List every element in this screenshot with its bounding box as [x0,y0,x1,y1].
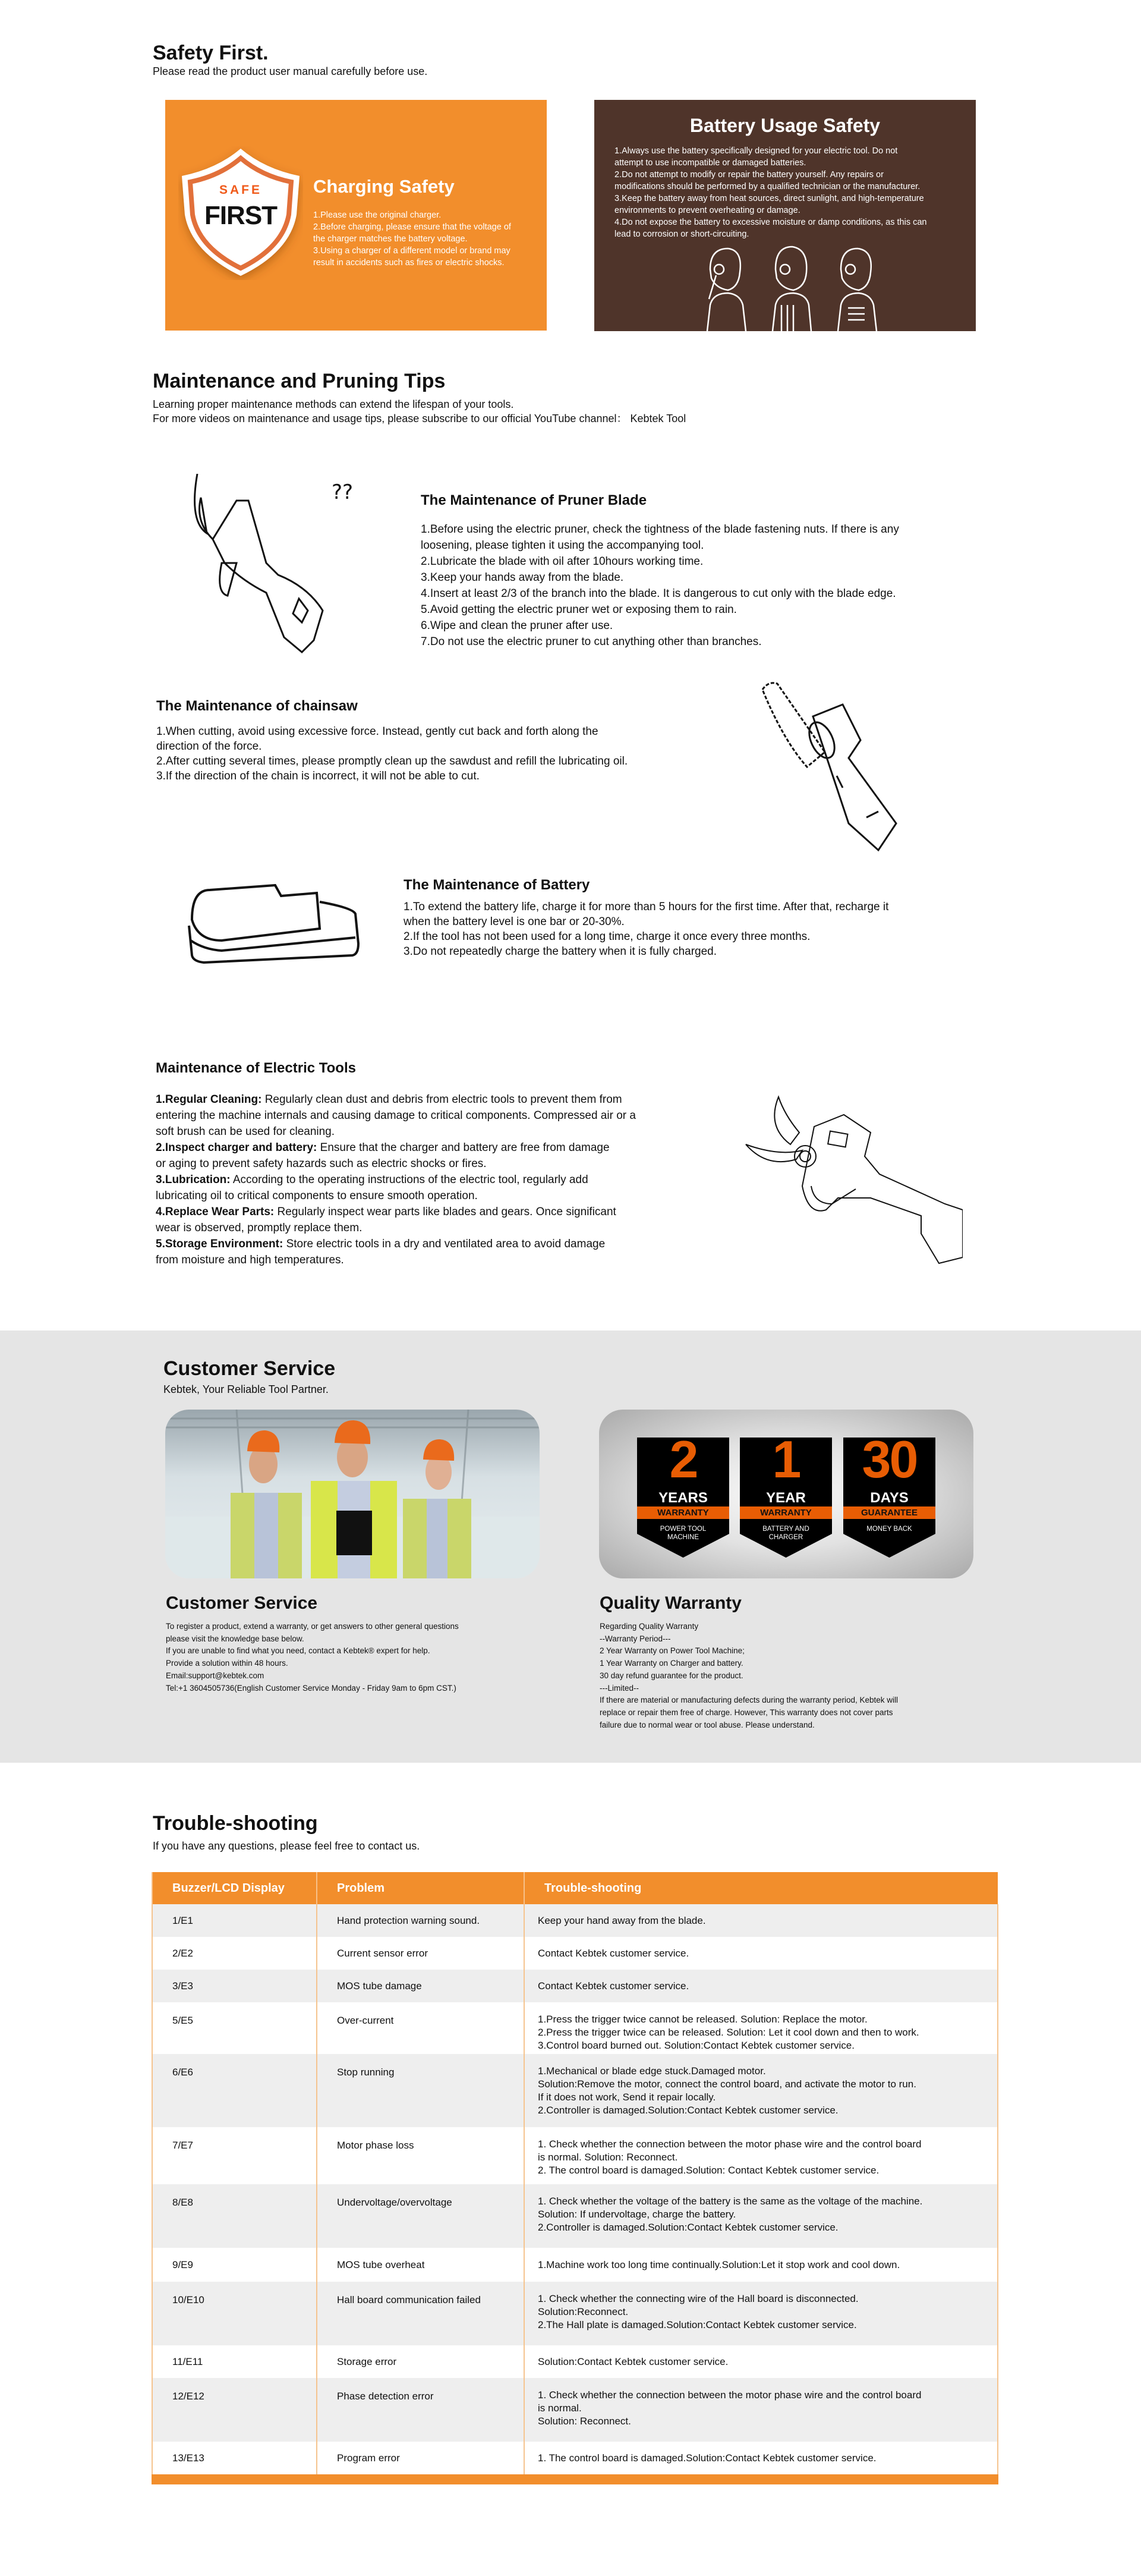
people-covering-eye-illustration [692,246,882,331]
chainsaw-line: 3.If the direction of the chain is incorrect, it will not be able to cut. [156,770,480,782]
solution-line: 2.Press the trigger twice can be released. Solution: Let it cool down and then to work. [538,2027,919,2038]
battery-usage-line: lead to corrosion or short-circuiting. [614,229,749,239]
workers-photo [165,1410,540,1578]
solution-line: 1. Check whether the connection between the motor phase wire and the control board [538,2138,922,2150]
cell-solution [524,2378,998,2442]
electric-tools-item-text: or aging to prevent safety hazards such as electric shocks or fires. [156,1158,487,1170]
table-row [152,2054,998,2127]
solution-line: 3.Control board burned out. Solution:Contact Kebtek customer service. [538,2040,855,2051]
safety-title: Safety First. [153,42,269,64]
electric-tools-item-text: soft brush can be used for cleaning. [156,1125,335,1138]
solution-line: 1.Press the trigger twice cannot be released. Solution: Replace the motor. [538,2014,868,2025]
header-trouble-shooting: Trouble-shooting [524,1872,998,1904]
charging-safety-line: 1.Please use the original charger. [313,210,442,220]
cell-problem: Stop running [317,2054,524,2127]
cell-code: 7/E7 [152,2127,317,2184]
table-row [152,2282,998,2345]
badge-unit: DAYS [870,1490,909,1506]
pruner-blade-line: 2.Lubricate the blade with oil after 10hours working time. [421,555,704,568]
battery-usage-safety-card [594,100,976,331]
badge-unit: YEARS [658,1490,708,1506]
cell-problem: Program error [317,2442,524,2474]
charging-safety-title: Charging Safety [313,176,455,197]
cell-code: 13/E13 [152,2442,317,2474]
cell-problem: Current sensor error [317,1937,524,1970]
solution-line: is normal. Solution: Reconnect. [538,2152,678,2163]
customer-service-lines [166,1621,459,1694]
battery-maintenance-line: 1.To extend the battery life, charge it for more than 5 hours for the first time. After that, recharge it [404,901,889,913]
battery-maintenance-lines [404,899,888,959]
battery-maintenance-line: 2.If the tool has not been used for a long time, charge it once every three months. [404,930,811,943]
cell-solution [524,2127,998,2184]
table-row [152,2378,998,2442]
electric-tools-line [156,1092,636,1108]
pruner-illustration [189,474,349,655]
chainsaw-line: 1.When cutting, avoid using excessive force. Instead, gently cut back and forth along the [156,725,598,738]
pruner-blade-line: 5.Avoid getting the electric pruner wet or exposing them to rain. [421,603,737,616]
battery-usage-line: attempt to use incompatible or damaged batteries. [614,158,806,168]
customer-service-line: Provide a solution within 48 hours. [166,1659,288,1668]
battery-maintenance-title: The Maintenance of Battery [404,877,590,893]
battery-pack-illustration [186,884,364,964]
solution-line: 1. Check whether the connecting wire of the Hall board is disconnected. [538,2293,859,2304]
badge-number: 30 [862,1430,917,1489]
quality-warranty-lines [600,1621,898,1731]
cell-code: 9/E9 [152,2248,317,2282]
shield-safe-text: SAFE [219,183,262,197]
electric-tools-item-label: 4.Replace Wear Parts: [156,1206,275,1218]
electric-tools-line [156,1236,636,1252]
electric-tools-item-text: Regularly inspect wear parts like blades and gears. Once significant [274,1206,616,1218]
shield-first-text: FIRST [204,201,278,230]
worker-left-icon [231,1430,302,1578]
cell-solution [524,1937,998,1970]
electric-tools-item-text: Store electric tools in a dry and ventilated area to avoid damage [283,1238,606,1250]
quality-warranty-line: 1 Year Warranty on Charger and battery. [600,1659,743,1668]
solution-line: 1. Check whether the connection between the motor phase wire and the control board [538,2389,922,2401]
cell-problem: MOS tube damage [317,1970,524,2002]
customer-service-line: If you are unable to find what you need, contact a Kebtek® expert for help. [166,1646,430,1656]
chainsaw-lines [156,724,628,784]
battery-maintenance-line: when the battery level is one bar or 20-30%. [404,916,625,928]
badge-subtext: BATTERY AND CHARGER [762,1526,809,1541]
table-footer-bar [152,2474,998,2484]
cell-code: 1/E1 [152,1904,317,1937]
header-problem: Problem [317,1872,524,1904]
cell-code: 8/E8 [152,2184,317,2248]
customer-service-heading: Customer Service [163,1357,336,1380]
cell-code: 2/E2 [152,1937,317,1970]
badge-subtext: POWER TOOL MACHINE [660,1526,707,1541]
battery-usage-line: 2.Do not attempt to modify or repair the battery yourself. Any repairs or [614,170,884,180]
table-row [152,2127,998,2184]
safety-subtitle: Please read the product user manual carefully before use. [153,65,428,77]
customer-service-line: please visit the knowledge base below. [166,1634,304,1643]
header-buzzer-lcd-display: Buzzer/LCD Display [152,1872,317,1904]
solution-line: 2.Controller is damaged.Solution:Contact Kebtek customer service. [538,2105,839,2116]
battery-usage-title: Battery Usage Safety [689,115,881,136]
cell-problem: Phase detection error [317,2378,524,2442]
electric-tools-line [156,1108,636,1124]
solution-line: Solution:Contact Kebtek customer service. [538,2355,729,2367]
cell-solution [524,2054,998,2127]
table-row [152,2184,998,2248]
solution-line: If it does not work, Send it repair locally. [538,2091,716,2103]
cell-solution [524,2282,998,2345]
solution-line: Contact Kebtek customer service. [538,1980,689,1992]
electric-tools-item-text: lubricating oil to critical components to ensure smooth operation. [156,1190,478,1202]
person-2-icon [773,247,811,331]
quality-warranty-line: replace or repair them free of charge. However, This warranty does not cover parts [600,1707,893,1717]
cell-solution [524,2442,998,2474]
table-row [152,2345,998,2378]
cell-solution [524,1970,998,2002]
battery-usage-line: 4.Do not expose the battery to excessive moisture or damp conditions, as this can [614,218,927,227]
electric-tools-line [156,1204,636,1220]
solution-line: Solution:Remove the motor, connect the control board, and activate the motor to run. [538,2078,916,2090]
pruner-blade-line: 1.Before using the electric pruner, check the tightness of the blade fastening nuts. If there is any [421,523,899,536]
pruner-blade-title: The Maintenance of Pruner Blade [421,492,647,508]
cell-problem: Motor phase loss [317,2127,524,2184]
charging-safety-line: result in accidents such as fires or electric shocks. [313,258,505,268]
pruner-blade-line: 6.Wipe and clean the pruner after use. [421,619,613,632]
battery-usage-lines [614,145,927,240]
cell-solution [524,2345,998,2378]
solution-line: 1.Mechanical or blade edge stuck.Damaged motor. [538,2065,766,2077]
quality-warranty-line: ---Limited-- [600,1683,639,1693]
cell-solution [524,2184,998,2248]
badge-band: WARRANTY [637,1506,729,1519]
person-1-icon [707,249,746,331]
cell-problem: Over-current [317,2002,524,2054]
chainsaw-title: The Maintenance of chainsaw [156,698,358,714]
customer-service-subheading: Customer Service [166,1593,318,1613]
cell-problem: Hand protection warning sound. [317,1904,524,1937]
pruner-blade-line: 4.Insert at least 2/3 of the branch into the blade. It is dangerous to cut only with the blade edge. [421,587,896,600]
badge-unit: YEAR [766,1490,806,1506]
charging-safety-line: 2.Before charging, please ensure that the voltage of [313,222,511,232]
maintenance-title: Maintenance and Pruning Tips [153,370,446,392]
electric-tools-line [156,1172,636,1188]
badge-number: 1 [772,1430,800,1489]
quality-warranty-line: 2 Year Warranty on Power Tool Machine; [600,1646,745,1656]
solution-line: Solution: If undervoltage, charge the battery. [538,2209,736,2220]
electric-tools-item-text: Ensure that the charger and battery are free from damage [317,1141,610,1154]
cell-code: 10/E10 [152,2282,317,2345]
solution-line: 1. Check whether the voltage of the battery is the same as the voltage of the machine. [538,2196,923,2207]
battery-usage-line: 1.Always use the battery specifically designed for your electric tool. Do not [614,146,898,156]
pruner-blade-line: 7.Do not use the electric pruner to cut anything other than branches. [421,636,762,648]
table-row [152,1904,998,1937]
quality-warranty-heading: Quality Warranty [600,1593,742,1613]
cell-solution [524,2248,998,2282]
battery-usage-line: environments to prevent overheating or damage. [614,206,800,215]
customer-service-line: Email:support@kebtek.com [166,1671,264,1680]
solution-line: 2.Controller is damaged.Solution:Contact Kebtek customer service. [538,2222,839,2233]
warranty-badge [740,1430,832,1558]
cell-problem: MOS tube overheat [317,2248,524,2282]
chainsaw-line: 2.After cutting several times, please promptly clean up the sawdust and refill the lubricating oil. [156,755,628,768]
electric-tools-item-label: 2.Inspect charger and battery: [156,1141,317,1154]
solution-line: 2.The Hall plate is damaged.Solution:Contact Kebtek customer service. [538,2319,857,2330]
cell-problem: Storage error [317,2345,524,2378]
battery-usage-line: modifications should be performed by a qualified technician or the manufacturer. [614,182,921,191]
trouble-shooting-subtitle: If you have any questions, please feel free to contact us. [153,1840,420,1852]
badge-band: WARRANTY [740,1506,832,1519]
chainsaw-illustration [759,681,938,853]
worker-center-icon [311,1420,397,1578]
worker-right-icon [403,1439,471,1578]
badge-band: GUARANTEE [843,1506,935,1519]
question-marks-text: ?? [332,480,354,504]
solution-line: 1.Machine work too long time continually.Solution:Let it stop work and cool down. [538,2259,900,2270]
trouble-shooting-title: Trouble-shooting [153,1812,318,1835]
cell-code: 12/E12 [152,2378,317,2442]
solution-line: 2. The control board is damaged.Solution: Contact Kebtek customer service. [538,2165,880,2176]
charging-safety-line: the charger matches the battery voltage. [313,234,468,244]
electric-tools-item-label: 1.Regular Cleaning: [156,1093,262,1106]
electric-tools-item-text: Regularly clean dust and debris from electric tools to prevent them from [261,1093,622,1106]
customer-service-line: To register a product, extend a warranty, or get answers to other general questions [166,1622,459,1631]
cell-solution [524,1904,998,1937]
pruner-blade-line: loosening, please tighten it using the accompanying tool. [421,539,704,552]
electric-tools-line [156,1188,636,1204]
table-row [152,2442,998,2474]
charging-safety-lines [313,209,511,269]
person-3-icon [838,249,877,331]
table-row [152,1970,998,2002]
solution-line: is normal. [538,2402,582,2414]
workers-photo-image [165,1410,540,1578]
table-row [152,2248,998,2282]
electric-tools-item-text: wear is observed, promptly replace them. [156,1222,363,1234]
charging-safety-line: 3.Using a charger of a different model or brand may [313,246,510,256]
warranty-badge [843,1430,935,1558]
solution-line: Contact Kebtek customer service. [538,1947,689,1959]
badge-subtext: MONEY BACK [866,1526,912,1533]
chainsaw-line: direction of the force. [156,740,262,753]
cell-code: 5/E5 [152,2002,317,2054]
battery-maintenance-line: 3.Do not repeatedly charge the battery when it is fully charged. [404,945,717,958]
solution-line: Solution: Reconnect. [538,2415,631,2427]
cell-code: 11/E11 [152,2345,317,2378]
cell-solution [524,2002,998,2054]
electric-tools-list [156,1092,636,1268]
quality-warranty-line: failure due to normal wear or tool abuse. Please understand. [600,1720,815,1729]
pruner-blade-line: 3.Keep your hands away from the blade. [421,571,624,584]
cell-code: 3/E3 [152,1970,317,2002]
cell-problem: Hall board communication failed [317,2282,524,2345]
badge-number: 2 [669,1430,697,1489]
solution-line: Keep your hand away from the blade. [538,1914,706,1926]
warranty-badge [637,1430,729,1558]
electric-tools-line [156,1252,636,1268]
quality-warranty-line: --Warranty Period--- [600,1634,671,1643]
customer-service-tagline: Kebtek, Your Reliable Tool Partner. [163,1383,329,1395]
electric-tools-title: Maintenance of Electric Tools [156,1060,356,1076]
maintenance-intro-1: Learning proper maintenance methods can extend the lifespan of your tools. [153,398,514,410]
electric-tools-item-label: 3.Lubrication: [156,1174,231,1186]
solution-line: Solution:Reconnect. [538,2306,629,2317]
maintenance-intro-2: For more videos on maintenance and usage tips, please subscribe to our official YouTube channel： Kebtek Tool [153,413,686,424]
cell-problem: Undervoltage/overvoltage [317,2184,524,2248]
pruner-blade-lines [421,521,899,650]
solution-line: 1. The control board is damaged.Solution:Contact Kebtek customer service. [538,2452,877,2464]
electric-tools-line [156,1156,636,1172]
electric-tools-item-text: entering the machine internals and causing damage to critical components. Compressed air or a [156,1109,636,1122]
cell-code: 6/E6 [152,2054,317,2127]
warranty-badges-card [599,1410,973,1578]
electric-tools-line [156,1140,636,1156]
table-row [152,2002,998,2054]
quality-warranty-line: 30 day refund guarantee for the product. [600,1671,743,1680]
quality-warranty-line: If there are material or manufacturing defects during the warranty period, Kebtek will [600,1696,898,1705]
battery-usage-line: 3.Keep the battery away from heat sources, direct sunlight, and high-temperature [614,194,924,203]
charging-safety-card [165,100,547,331]
electric-tools-line [156,1124,636,1140]
trouble-shooting-table [152,1872,998,2474]
electric-tools-item-text: from moisture and high temperatures. [156,1254,344,1266]
table-row [152,1937,998,1970]
electric-tools-item-label: 5.Storage Environment: [156,1238,283,1250]
table-header-row [152,1872,998,1904]
electric-tools-line [156,1220,636,1236]
quality-warranty-line: Regarding Quality Warranty [600,1622,699,1631]
customer-service-line: Tel:+1 3604505736(English Customer Service Monday - Friday 9am to 6pm CST.) [166,1683,456,1693]
electric-tools-item-text: According to the operating instructions of the electric tool, regularly add [230,1174,588,1186]
electric-pruner-illustration [743,1091,963,1284]
